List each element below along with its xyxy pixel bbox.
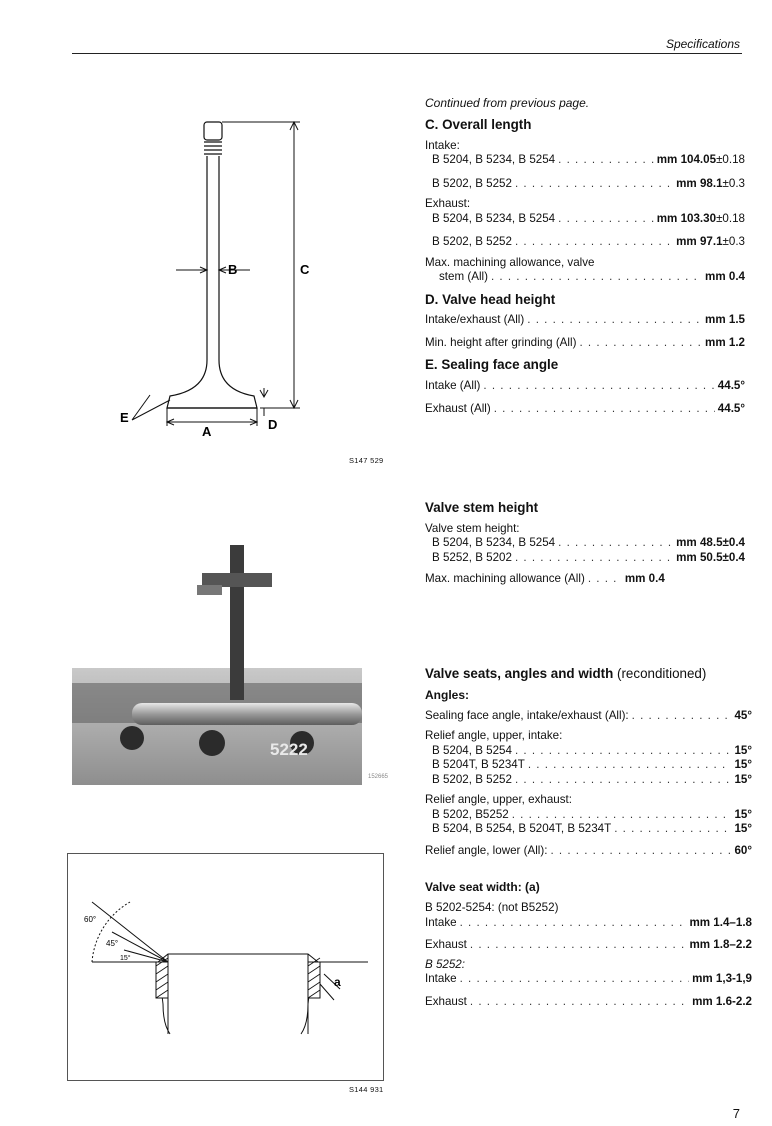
stem-height-heading: Valve stem height [425, 500, 539, 515]
angle-60: 60° [84, 915, 97, 924]
figure-code: S144 931 [349, 1085, 384, 1094]
running-header: Specifications [665, 37, 740, 51]
spec-row: Max. machining allowance (All) . . . mm 0.4 [425, 572, 745, 586]
valve-seats-section [425, 666, 752, 1009]
sealing-angle-heading: E. Sealing face angle [425, 357, 559, 373]
label-b: B [228, 262, 238, 277]
spec-row: B 5202, B5252 . . . 15° [425, 808, 752, 822]
label-d: D [268, 417, 278, 432]
label-a: A [202, 424, 212, 439]
spec-row: B 5204, B 5254, B 5204T, B 5234T . . . 15° [425, 822, 752, 836]
label-e: E [120, 410, 129, 425]
spec-row: Intake . . . mm 1.4–1.8 [425, 916, 752, 930]
spec-row: B 5204, B 5234, B 5254 . . . mm 104.05±0.18 [425, 153, 745, 167]
valve-seat-drawing [67, 853, 384, 1081]
continued-note: Continued from previous page. [425, 96, 590, 110]
spec-row: Min. height after grinding (All) . . . mm 1.2 [425, 336, 745, 350]
allowance-label: Max. machining allowance, valve [425, 255, 595, 269]
stem-height-sub: Valve stem height: [425, 521, 520, 535]
valve-dimension-drawing [110, 110, 310, 440]
spec-row: Exhaust . . . mm 1.8–2.2 [425, 938, 752, 952]
seat-width-group: B 5252: [425, 957, 465, 971]
stem-height-photo [72, 543, 390, 785]
relief-intake-label: Relief angle, upper, intake: [425, 729, 563, 743]
page-number: 7 [732, 1106, 740, 1121]
photo-code: 152665 [368, 774, 389, 780]
relief-exhaust-label: Relief angle, upper, exhaust: [425, 793, 572, 807]
label-a-width: a [334, 975, 341, 989]
angles-label: Angles: [425, 687, 470, 702]
spec-row: Intake (All) . . . 44.5° [425, 379, 745, 393]
exhaust-label: Exhaust: [425, 197, 471, 211]
intake-label: Intake: [425, 138, 460, 152]
seat-width-group: B 5202-5254: (not B5252) [425, 901, 559, 915]
spec-row: B 5202, B 5252 . . . 15° [425, 773, 752, 787]
seats-heading: Valve seats, angles and width (reconditioned) [425, 666, 707, 681]
spec-column-top [425, 96, 745, 416]
label-c: C [300, 262, 310, 277]
stem-height-section [425, 500, 745, 587]
tool-number: 5222 [270, 740, 308, 759]
spec-row: stem (All) . . . mm 0.4 [425, 270, 745, 284]
angle-15: 15° [120, 955, 131, 962]
spec-row: B 5202, B 5252 . . . mm 98.1±0.3 [425, 177, 745, 191]
spec-row: B 5204T, B 5234T . . . 15° [425, 758, 752, 772]
spec-row: B 5204, B 5234, B 5254 . . . mm 103.30±0.18 [425, 212, 745, 226]
seat-width-heading: Valve seat width: (a) [425, 880, 540, 895]
spec-row: B 5204, B 5234, B 5254 . . . mm 48.5±0.4 [425, 536, 745, 550]
spec-row: Exhaust . . . mm 1.6-2.2 [425, 995, 752, 1009]
spec-row: B 5252, B 5202 . . . mm 50.5±0.4 [425, 551, 745, 565]
angle-45: 45° [106, 939, 119, 948]
spec-row: Intake/exhaust (All) . . . mm 1.5 [425, 313, 745, 327]
head-height-heading: D. Valve head height [425, 291, 556, 307]
overall-length-heading: C. Overall length [425, 117, 532, 132]
figure-code: S147 529 [349, 456, 384, 465]
spec-row: Relief angle, lower (All): . . . 60° [425, 844, 752, 858]
spec-row: Sealing face angle, intake/exhaust (All): . . . 45° [425, 709, 752, 723]
spec-row: Exhaust (All) . . . 44.5° [425, 402, 745, 416]
spec-row: Intake . . . mm 1,3-1,9 [425, 972, 752, 986]
header-rule [72, 53, 742, 54]
spec-row: B 5202, B 5252 . . . mm 97.1±0.3 [425, 235, 745, 249]
spec-row: B 5204, B 5254 . . . 15° [425, 744, 752, 758]
